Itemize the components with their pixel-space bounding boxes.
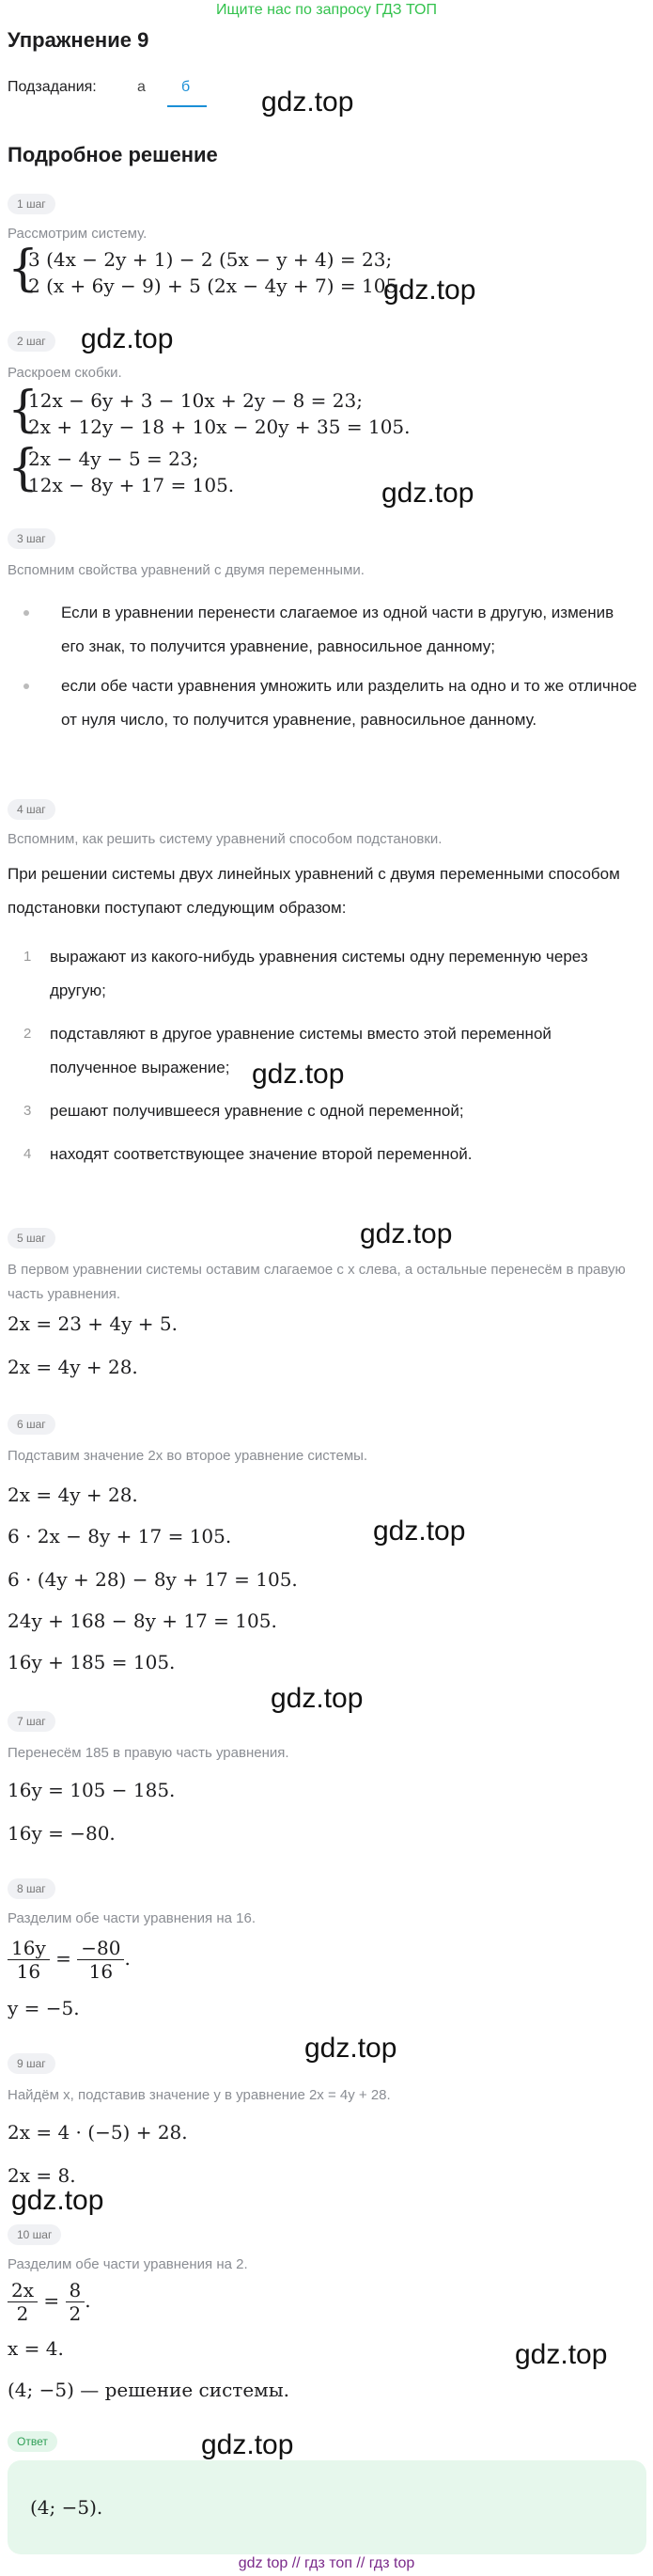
step-note: В первом уравнении системы оставим слагаемое с x слева, а остальные перенесём в правую часть уравнения.	[8, 1262, 626, 1302]
watermark: gdz.top	[515, 2339, 608, 2370]
footer-links[interactable]: gdz top // гдз топ // гдз top	[238, 2555, 415, 2571]
equation: 2x + 12y − 18 + 10x − 20y + 35 = 105.	[28, 416, 411, 438]
exercise-title: Упражнение 9	[8, 28, 149, 52]
subtask-tab-a[interactable]: а	[137, 79, 146, 95]
equation: 2x = 4y + 28.	[8, 1356, 138, 1378]
watermark: gdz.top	[304, 2033, 397, 2064]
step-badge: 6 шаг	[8, 1414, 55, 1435]
equation: 16y = −80.	[8, 1822, 116, 1845]
step-note: Разделим обе части уравнения на 16.	[8, 1910, 256, 1926]
step-badge: 8 шаг	[8, 1878, 55, 1899]
step-badge: 5 шаг	[8, 1228, 55, 1249]
equation: 2x = 8.	[8, 2164, 76, 2187]
watermark: gdz.top	[201, 2429, 294, 2460]
equation: 2x = 4 · (−5) + 28.	[8, 2121, 188, 2144]
equation: y = −5.	[8, 1997, 80, 2019]
equation: x = 4.	[8, 2337, 64, 2360]
step-note: Разделим обе части уравнения на 2.	[8, 2256, 248, 2272]
step-badge: 2 шаг	[8, 331, 55, 352]
step-note: Вспомним, как решить систему уравнений способом подстановки.	[8, 831, 443, 847]
answer-badge: Ответ	[8, 2431, 57, 2452]
bullet-icon	[23, 683, 29, 689]
equation: 3 (4x − 2y + 1) − 2 (5x − y + 4) = 23;	[28, 248, 393, 271]
answer-box	[8, 2460, 646, 2554]
equation: 16y = 105 − 185.	[8, 1779, 176, 1801]
equation: 2x − 4y − 5 = 23;	[28, 448, 199, 470]
equation: 2x = 4y + 28.	[8, 1484, 138, 1506]
step-note: Найдём x, подставив значение y в уравнение 2x = 4y + 28.	[8, 2087, 391, 2103]
watermark: gdz.top	[373, 1516, 466, 1547]
watermark: gdz.top	[360, 1218, 453, 1249]
step-note: Перенесём 185 в правую часть уравнения.	[8, 1745, 289, 1761]
watermark: gdz.top	[11, 2185, 104, 2216]
watermark: gdz.top	[261, 86, 354, 118]
section-title: Подробное решение	[8, 143, 218, 166]
step-badge: 3 шаг	[8, 528, 55, 549]
equation: 6 · (4y + 28) − 8y + 17 = 105.	[8, 1568, 298, 1591]
step-badge: 1 шаг	[8, 194, 55, 214]
watermark: gdz.top	[252, 1059, 345, 1090]
answer-value: (4; −5).	[30, 2496, 103, 2519]
step-badge: 10 шаг	[8, 2224, 61, 2245]
watermark: gdz.top	[383, 275, 476, 306]
bullet-icon	[23, 610, 29, 616]
search-banner[interactable]: Ищите нас по запросу ГДЗ ТОП	[216, 2, 437, 18]
watermark: gdz.top	[381, 478, 474, 509]
watermark: gdz.top	[81, 323, 174, 354]
step-badge: 7 шаг	[8, 1711, 55, 1732]
fraction-equation: $\frac{2x}{2}$ = $\frac{8}{2}$ .	[8, 2279, 91, 2325]
equation: 16y + 185 = 105.	[8, 1651, 176, 1673]
equation: 24y + 168 − 8y + 17 = 105.	[8, 1610, 277, 1632]
paragraph: При решении системы двух линейных уравнений с двумя переменными способом подстановки поступают следующим образом:	[8, 865, 620, 917]
step-badge: 9 шаг	[8, 2053, 55, 2074]
subtasks-label: Подзадания:	[8, 79, 97, 95]
step-badge: 4 шаг	[8, 799, 55, 820]
step-note: Раскроем скобки.	[8, 365, 122, 381]
step-note: Вспомним свойства уравнений с двумя переменными.	[8, 562, 365, 578]
watermark: gdz.top	[271, 1683, 364, 1714]
active-tab-indicator	[167, 105, 207, 107]
step-note: Рассмотрим систему.	[8, 226, 148, 242]
step-note: Подставим значение 2x во второе уравнение системы.	[8, 1448, 368, 1464]
equation: 6 · 2x − 8y + 17 = 105.	[8, 1525, 232, 1547]
equation: 12x − 8y + 17 = 105.	[28, 474, 235, 496]
equation: 2 (x + 6y − 9) + 5 (2x − 4y + 7) = 105.	[28, 275, 404, 297]
conclusion: (4; −5) — решение системы.	[8, 2379, 290, 2401]
equation: 2x = 23 + 4y + 5.	[8, 1312, 178, 1335]
equation: 12x − 6y + 3 − 10x + 2y − 8 = 23;	[28, 389, 363, 412]
fraction-equation: $\frac{16y}{16}$ = $\frac{-80}{16}$ .	[8, 1937, 131, 1983]
subtask-tab-b[interactable]: б	[181, 79, 191, 95]
